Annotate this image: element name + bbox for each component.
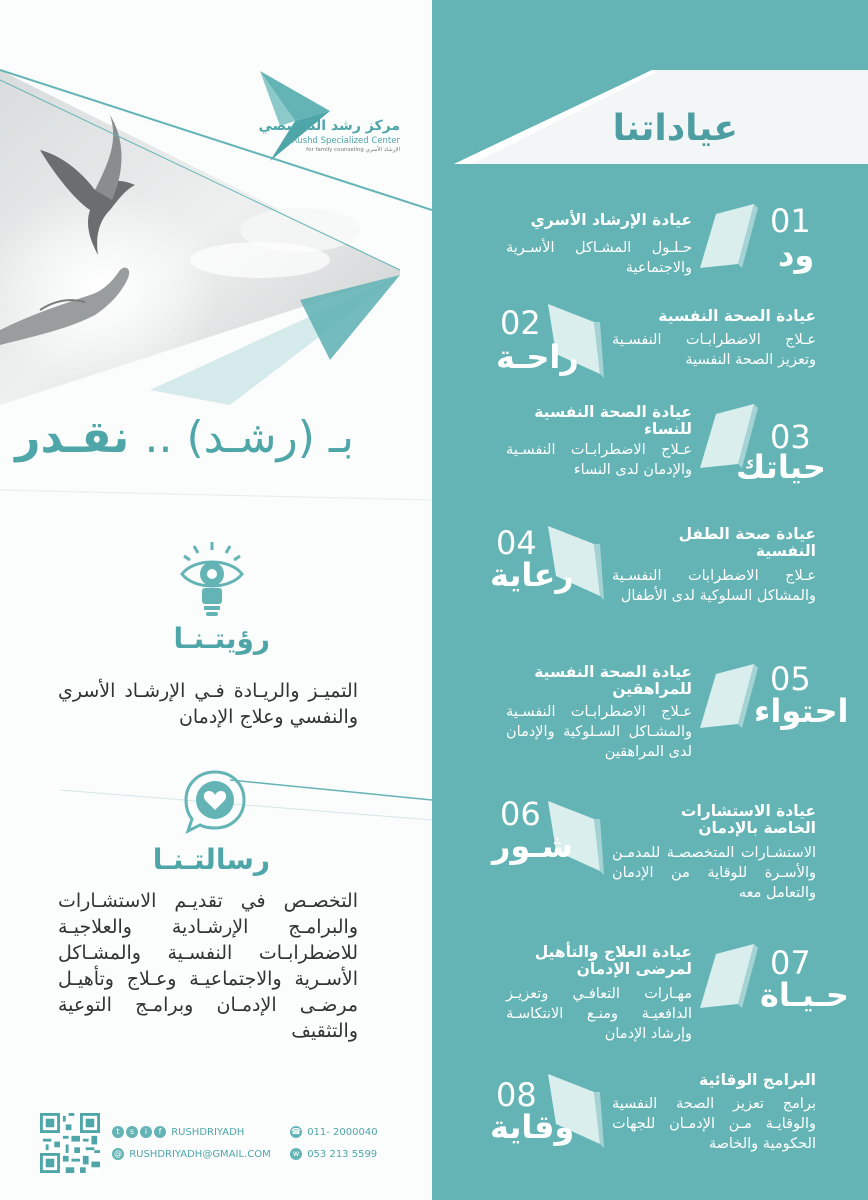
clinic-number: 06 [500, 795, 541, 833]
instagram-icon: i [140, 1126, 152, 1138]
clinic-word: حـيـاة [760, 976, 849, 1014]
clinic-item-2 [432, 300, 868, 390]
center-logo [240, 66, 410, 156]
vision-eye-bulb-icon [180, 540, 244, 618]
email-contact [112, 1148, 271, 1160]
clinic-number: 01 [770, 202, 811, 240]
clinic-word: شـور [492, 827, 573, 865]
mission-heart-bubble-icon [182, 768, 248, 834]
geo-shape-icon [698, 202, 758, 272]
clinic-title: عيادة الإرشاد الأسري [530, 211, 692, 229]
logo-name-ar: مركز رشد التخصصي [258, 118, 400, 134]
snapchat-icon: s [126, 1126, 138, 1138]
whatsapp-icon: w [290, 1148, 302, 1160]
slogan-part2: نقـدر [15, 412, 130, 463]
clinic-title: عيادة صحة الطفل النفسية [678, 525, 816, 560]
vision-text: التميـز والريـادة فـي الإرشـاد الأسري والنفسي وعلاج الإدمان [58, 680, 358, 728]
clinic-number: 03 [770, 418, 811, 456]
mission-text: التخصـص في تقديـم الاستشـارات والبرامـج الإرشـادية والعلاجيـة للاضطرابـات النفسـية والمشـاكل الأسـرية والاجتماعيـة وعـلاج وتأهيـل مرضـى الإدمـان وبرامـج التوعية والتثقيف [58, 890, 358, 1042]
clinic-desc: عـلاج الاضطرابـات النفسـية وتعزيز الصحة النفسية [612, 332, 816, 368]
clinic-item-8 [432, 1068, 868, 1178]
clinic-desc: الاستشـارات المتخصصـة للمدمـن والأسـرة للوقاية من الإدمان والتعامل معه [612, 845, 816, 901]
clinic-title: عيادة الصحة النفسية للنساء [534, 403, 692, 438]
clinic-item-4 [432, 520, 868, 630]
twitter-icon: t [112, 1126, 124, 1138]
clinic-item-6 [432, 795, 868, 905]
clinic-number: 07 [770, 944, 811, 982]
email-address[interactable]: RUSHDRIYADH@GMAIL.COM [129, 1149, 271, 1160]
slogan-part1: بـ (رشـد) .. [144, 412, 354, 463]
clinic-number: 04 [496, 524, 537, 562]
clinic-word: ود [778, 236, 815, 274]
clinic-number: 02 [500, 304, 541, 342]
social-contact [112, 1126, 244, 1138]
clinic-word: راحـة [496, 338, 579, 376]
clinic-desc: برامج تعزيز الصحة النفسية والوقايـة مـن الإدمـان للجهات الحكومية والخاصة [612, 1096, 816, 1152]
clinic-item-1 [432, 200, 868, 290]
phone-icon: ☎ [291, 1127, 301, 1136]
clinic-item-5 [432, 660, 868, 770]
clinic-title: عيادة الاستشارات الخاصة بالإدمان [680, 802, 816, 837]
geo-shape-icon [698, 942, 758, 1012]
clinic-title: عيادة العلاج والتأهيل لمرضى الإدمان [534, 943, 692, 978]
clinic-title: عيادة الصحة النفسية [658, 307, 816, 325]
logo-name-en: Rushd Specialized Center [291, 136, 400, 146]
facebook-icon: f [154, 1126, 166, 1138]
clinic-word: احتواء [754, 692, 849, 730]
clinic-item-7 [432, 940, 868, 1050]
clinic-number: 08 [496, 1076, 537, 1114]
clinic-word: حياتك [736, 448, 826, 486]
left-column [0, 0, 432, 1200]
clinic-word: رعاية [490, 556, 574, 594]
slogan [15, 412, 354, 463]
clinic-desc: عـلاج الاضطرابـات النفسـية والمشـاكل السـلوكية والإدمان لدى المراهقين [506, 704, 692, 760]
phone-number[interactable]: 011- 2000040 [307, 1127, 378, 1138]
vision-title: رؤيتـنـا [173, 622, 270, 655]
mission-title: رسالتـنـا [152, 843, 270, 876]
clinic-word: وقاية [490, 1108, 575, 1146]
whatsapp-number[interactable]: 053 213 5599 [307, 1149, 378, 1160]
clinic-item-3 [432, 400, 868, 490]
clinic-desc: حـلـول المشـاكل الأسـرية والاجتماعية [506, 240, 692, 276]
geo-shape-icon [698, 662, 758, 732]
qr-code-icon [40, 1113, 100, 1173]
clinic-number: 05 [770, 660, 811, 698]
clinics-column [432, 0, 868, 1200]
email-icon: @ [114, 1149, 122, 1158]
clinic-desc: عـلاج الاضطرابات النفسـية والمشاكل السلوكية لدى الأطفال [612, 568, 816, 604]
clinics-heading: عياداتنا [612, 108, 738, 149]
clinic-desc: عـلاج الاضطرابـات النفسـية والإدمان لدى النساء [506, 442, 692, 478]
clinic-title: البرامج الوقائية [699, 1071, 816, 1089]
logo-tagline: for family counseling الإرشاد الأسري [306, 147, 400, 153]
whatsapp-contact [290, 1148, 377, 1160]
phone-contact [290, 1126, 378, 1138]
clinic-desc: مهـارات التعافـي وتعزيـز الدافعيـة ومنـع الانتكاسـة وإرشاد الإدمان [506, 986, 692, 1042]
clinic-title: عيادة الصحة النفسية للمراهقين [534, 663, 692, 698]
social-handle[interactable]: RUSHDRIYADH [171, 1127, 245, 1138]
